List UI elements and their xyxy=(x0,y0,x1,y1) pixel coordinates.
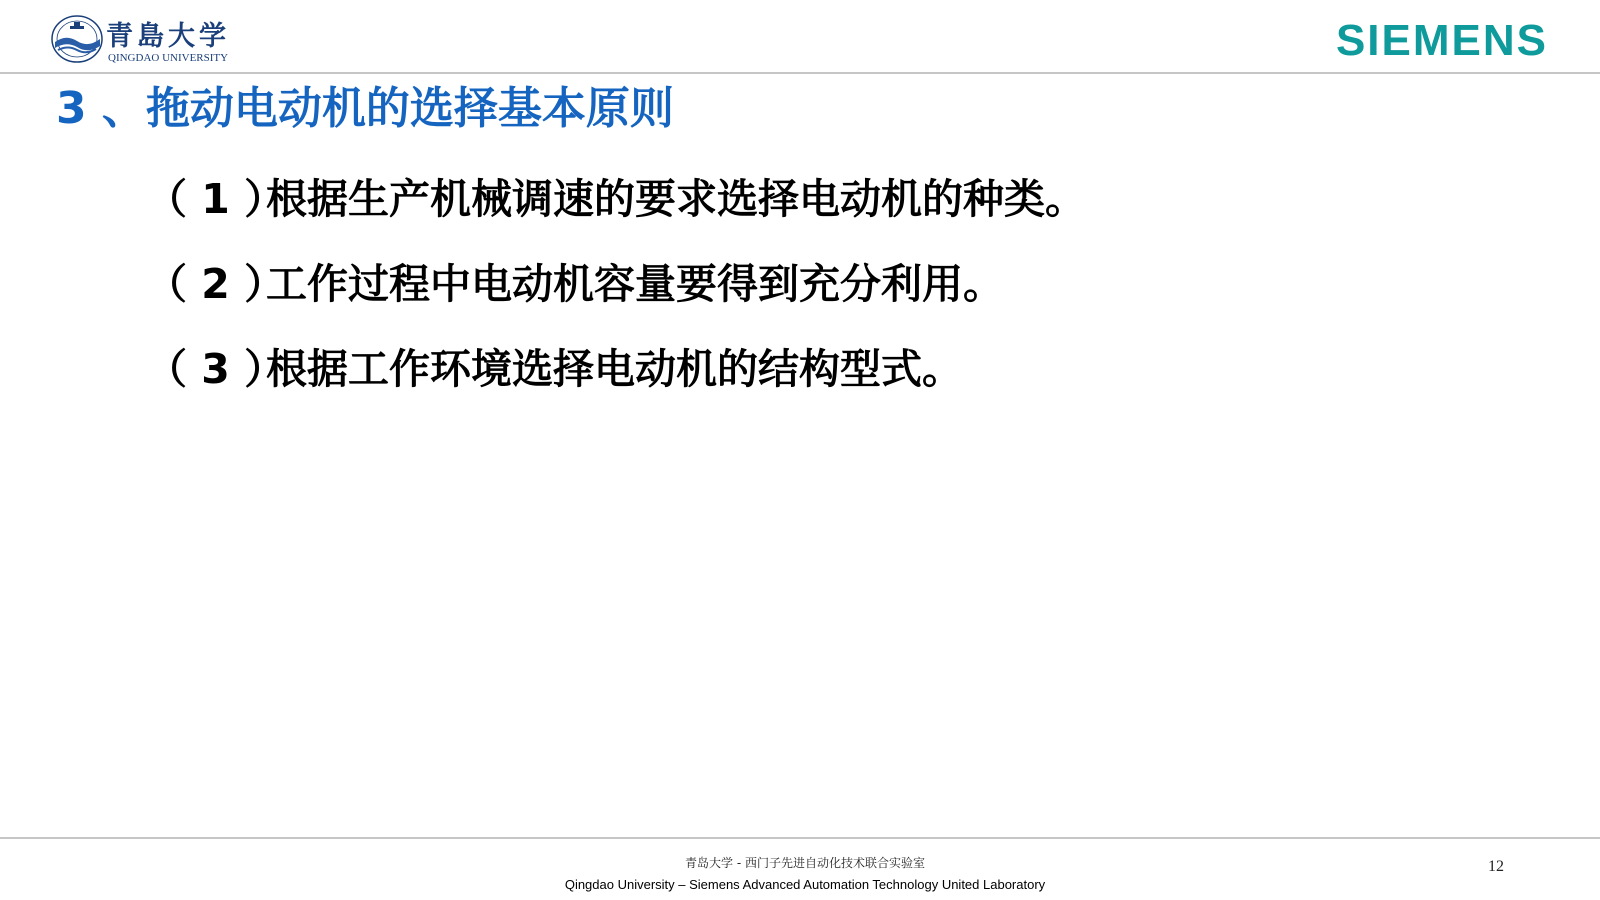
principle-text: 根据工作环境选择电动机的结构型式。 xyxy=(266,345,963,393)
footer-lab-name-en: Qingdao University – Siemens Advanced Automation Technology United Laboratory xyxy=(564,877,1046,892)
principle-number: （ 3 ） xyxy=(146,345,286,393)
footer-lab-name-cn: 青岛大学 - 西门子先进自动化技术联合实验室 xyxy=(685,856,925,870)
university-name-en: QINGDAO UNIVERSITY xyxy=(108,52,229,64)
principle-text: 根据生产机械调速的要求选择电动机的种类。 xyxy=(266,175,1086,223)
header-divider xyxy=(0,72,1600,74)
principle-number: （ 2 ） xyxy=(146,260,286,308)
siemens-logo: SIEMENS xyxy=(1335,16,1548,65)
principle-number: （ 1 ） xyxy=(146,175,286,223)
page-number: 12 xyxy=(1488,858,1504,875)
university-name-cn: 青島大学 xyxy=(106,21,230,52)
slide-title: 3 、拖动电动机的选择基本原则 xyxy=(56,83,674,134)
university-logo xyxy=(50,12,230,66)
slide-header xyxy=(0,0,1600,74)
principle-item xyxy=(146,340,1086,398)
principle-list xyxy=(146,170,1086,425)
principle-text: 工作过程中电动机容量要得到充分利用。 xyxy=(266,260,1004,308)
university-emblem-icon xyxy=(50,14,104,64)
footer-divider xyxy=(0,837,1600,839)
principle-item xyxy=(146,255,1086,313)
principle-item xyxy=(146,170,1086,228)
